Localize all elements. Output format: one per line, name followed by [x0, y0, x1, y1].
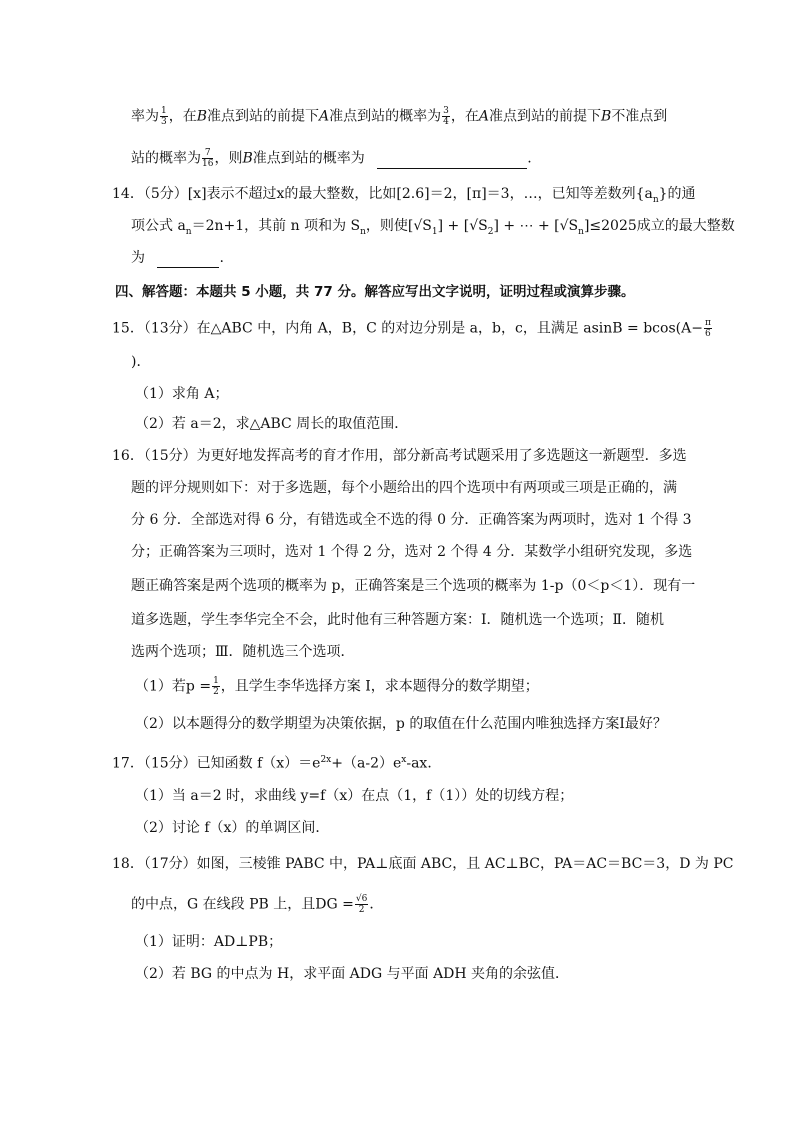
q16-line-7: 选两个选项；Ⅲ．随机选三个选项． — [131, 644, 355, 660]
q14-line-1: 14．（5分）[x]表示不超过x的最大整数，比如[2.6]＝2，[π]＝3，…，已知等差数列$\{a_n\}$的通 — [112, 186, 696, 205]
q17-line-1: 17．（15分）已知函数 $f(x)=e^{2x}+(a-2)e^x-ax$． — [112, 755, 442, 772]
q18-line-2: 的中点，G 在线段 PB 上，且DG = $\frac{√6}{2}$ ． — [131, 894, 384, 915]
fraction: $\frac{1}{3}$ — [161, 106, 167, 127]
fraction: $\frac{3}{4}$ — [443, 106, 449, 127]
q17-part-1: （1）当 a＝2 时，求曲线 y=f（x）在点（1，f（1））处的切线方程； — [135, 788, 574, 804]
q16-part-1: （1）若p = $\frac{1}{2}$ ，且学生李华选择方案 I，求本题得分的数学期望； — [135, 676, 539, 697]
q13-line-1: 率为 $\frac{1}{3}$ ，在B准点到站的前提下A准点到站的概率为 $\frac{3}{4}$ ，在A准点到站的前提下B不准点到 — [131, 106, 668, 127]
q16-line-4: 分；正确答案为三项时，选对 1 个得 2 分，选对 2 个得 4 分．某数学小组研究发现，多选 — [131, 544, 693, 560]
q16-line-1: 16．（15分）为更好地发挥高考的育才作用，部分新高考试题采用了多选题这一新题型．多选 — [112, 448, 687, 464]
fraction: $\frac{√6}{2}$ — [355, 894, 368, 915]
q16-line-6: 道多选题，学生李华完全不会，此时他有三种答题方案：Ⅰ．随机选一个选项；Ⅱ．随机 — [131, 612, 665, 628]
q13-text: 率为 — [131, 108, 159, 125]
q14-line-3: 为 . — [131, 250, 224, 266]
fraction: $\frac{7}{16}$ — [202, 148, 214, 169]
q15-part-1: （1）求角 A； — [135, 386, 229, 402]
q18-part-1: （1）证明：AD⊥PB； — [135, 934, 283, 950]
answer-blank[interactable] — [157, 253, 219, 268]
q16-line-2: 题的评分规则如下：对于多选题，每个小题给出的四个选项中有两项或三项是正确的，满 — [131, 480, 677, 496]
q15-part-2: （2）若 a＝2，求△ABC 周长的取值范围． — [135, 416, 409, 432]
q17-part-2: （2）讨论 f（x）的单调区间． — [135, 820, 330, 836]
q18-part-2: （2）若 BG 的中点为 H，求平面 ADG 与平面 ADH 夹角的余弦值． — [135, 966, 570, 982]
q15-line-2: )． — [131, 354, 151, 370]
q16-part-2: （2）以本题得分的数学期望为决策依据，p 的取值在什么范围内唯独选择方案Ⅰ最好？ — [135, 716, 667, 732]
q15-line-1: 15．（13分）在△ABC 中，内角 A，B，C 的对边分别是 a，b，c，且满足 asinB = bcos(A− $\frac{\pi}{6}$ — [112, 318, 711, 339]
section-heading: 四、解答题：本题共 5 小题，共 77 分。解答应写出文字说明，证明过程或演算步骤。 — [115, 284, 635, 300]
q16-line-5: 题正确答案是两个选项的概率为 p，正确答案是三个选项的概率为 1-p（0＜p＜1）．现有一 — [131, 578, 696, 594]
q18-line-1: 18．（17分）如图，三棱锥 PABC 中，PA⊥底面 ABC，且 AC⊥BC，PA＝AC＝BC＝3，D 为 PC — [112, 856, 734, 872]
fraction: $\frac{\pi}{6}$ — [704, 318, 711, 339]
answer-blank[interactable] — [377, 154, 527, 169]
q14-line-2: 项公式 $a_n=2n+1$，其前 n 项和为 $S_n$，则使$[√S_1] + [√S_2]$ + ⋯ + $[√S_n]\le 2025$成立的最大整数 — [131, 218, 735, 237]
q16-line-3: 分 6 分．全部选对得 6 分，有错选或全不选的得 0 分．正确答案为两项时，选对 1 个得 3 — [131, 512, 692, 528]
fraction: $\frac{1}{2}$ — [213, 676, 219, 697]
q13-line-2: 站的概率为 $\frac{7}{16}$ ，则B准点到站的概率为 . — [131, 148, 532, 169]
